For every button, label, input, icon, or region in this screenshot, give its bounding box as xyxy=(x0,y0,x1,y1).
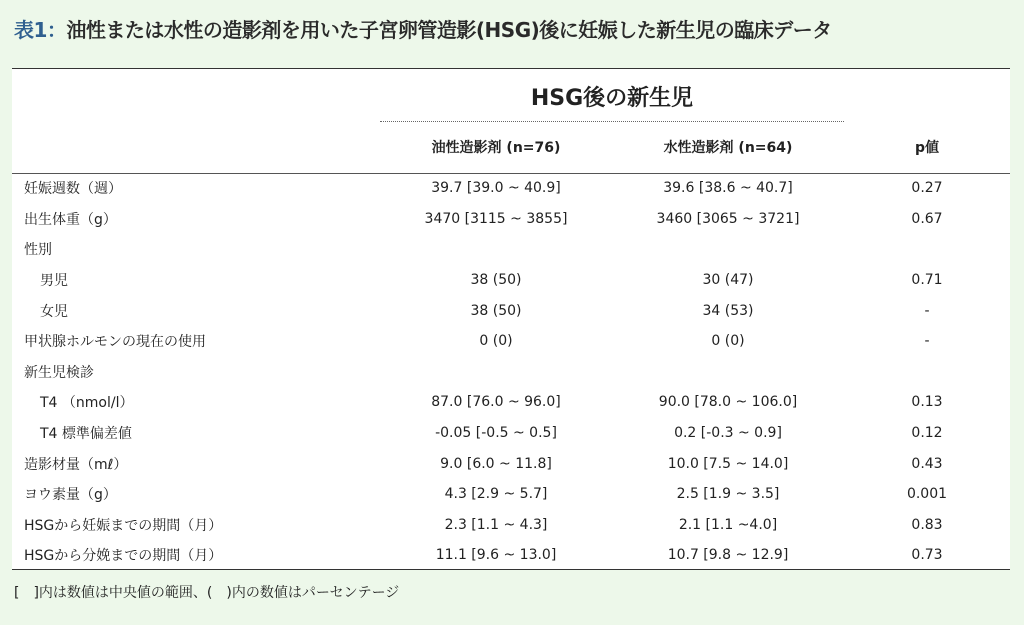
p-value: - xyxy=(924,333,930,350)
p-value: 0.12 xyxy=(911,425,943,442)
oil-value: 39.7 [39.0 ~ 40.9] xyxy=(431,180,561,197)
table-caption: 油性または水性の造影剤を用いた子宮卵管造影(HSG)後に妊娠した新生児の臨床データ xyxy=(66,18,832,42)
row-label: 造影材量（mℓ） xyxy=(24,456,128,473)
row-label: T4 （nmol/l） xyxy=(40,395,134,412)
table-row xyxy=(12,540,1010,571)
column-header-water: 水性造影剤 (n=64) xyxy=(663,140,793,156)
table-row xyxy=(12,204,1010,235)
column-header-oil: 油性造影剤 (n=76) xyxy=(431,140,561,156)
table-number: 表1： xyxy=(14,18,67,42)
row-label: 女児 xyxy=(40,303,68,320)
table-row xyxy=(12,265,1010,296)
row-label: 新生児検診 xyxy=(24,364,94,381)
group-divider xyxy=(380,121,844,122)
oil-value: 38 (50) xyxy=(470,272,522,289)
row-label: 性別 xyxy=(24,242,52,259)
column-header-p-value: p値 xyxy=(914,140,940,156)
row-label: 男児 xyxy=(40,273,68,290)
oil-value: 11.1 [9.6 ~ 13.0] xyxy=(435,547,557,564)
p-value: 0.67 xyxy=(911,210,943,227)
water-value: 3460 [3065 ~ 3721] xyxy=(656,210,800,227)
oil-value: -0.05 [-0.5 ~ 0.5] xyxy=(435,425,557,442)
row-label: ヨウ素量（g） xyxy=(24,487,117,504)
water-value: 30 (47) xyxy=(702,272,754,289)
p-value: 0.83 xyxy=(911,516,943,533)
water-value: 2.5 [1.9 ~ 3.5] xyxy=(676,486,780,503)
water-value: 0 (0) xyxy=(711,333,745,350)
water-value: 34 (53) xyxy=(702,302,754,319)
p-value: 0.43 xyxy=(911,455,943,472)
row-label: 出生体重（g） xyxy=(24,211,117,228)
water-value: 2.1 [1.1 ~4.0] xyxy=(678,516,778,533)
row-label: HSGから分娩までの期間（月） xyxy=(24,548,223,565)
row-label: 妊娠週数（週） xyxy=(24,181,122,198)
oil-value: 3470 [3115 ~ 3855] xyxy=(424,210,568,227)
table-row xyxy=(12,418,1010,449)
oil-value: 2.3 [1.1 ~ 4.3] xyxy=(444,516,548,533)
p-value: 0.27 xyxy=(911,180,943,197)
footnote: [ ]内は数値は中央値の範囲、( )内の数値はパーセンテージ xyxy=(14,585,400,601)
table-row xyxy=(12,234,1010,265)
table-row xyxy=(12,510,1010,541)
table-body xyxy=(12,173,1010,571)
row-label: HSGから妊娠までの期間（月） xyxy=(24,517,223,534)
table-row xyxy=(12,479,1010,510)
table-row xyxy=(12,357,1010,388)
p-value: 0.001 xyxy=(906,486,948,503)
table-row xyxy=(12,173,1010,204)
water-value: 10.7 [9.8 ~ 12.9] xyxy=(667,547,789,564)
water-value: 39.6 [38.6 ~ 40.7] xyxy=(663,180,793,197)
oil-value: 9.0 [6.0 ~ 11.8] xyxy=(440,455,552,472)
water-value: 10.0 [7.5 ~ 14.0] xyxy=(667,455,789,472)
p-value: 0.73 xyxy=(911,547,943,564)
water-value: 0.2 [-0.3 ~ 0.9] xyxy=(674,425,782,442)
p-value: 0.13 xyxy=(911,394,943,411)
oil-value: 38 (50) xyxy=(470,302,522,319)
p-value: - xyxy=(924,302,930,319)
data-table xyxy=(12,68,1010,570)
oil-value: 0 (0) xyxy=(479,333,513,350)
table-row xyxy=(12,387,1010,418)
oil-value: 4.3 [2.9 ~ 5.7] xyxy=(444,486,548,503)
row-label: 甲状腺ホルモンの現在の使用 xyxy=(24,334,206,351)
table-row xyxy=(12,448,1010,479)
row-label: T4 標準偏差値 xyxy=(40,426,132,443)
group-header: HSG後の新生児 xyxy=(530,86,694,111)
table-row xyxy=(12,295,1010,326)
water-value: 90.0 [78.0 ~ 106.0] xyxy=(658,394,798,411)
table-title xyxy=(14,14,832,43)
oil-value: 87.0 [76.0 ~ 96.0] xyxy=(431,394,561,411)
table-row xyxy=(12,326,1010,357)
p-value: 0.71 xyxy=(911,272,943,289)
